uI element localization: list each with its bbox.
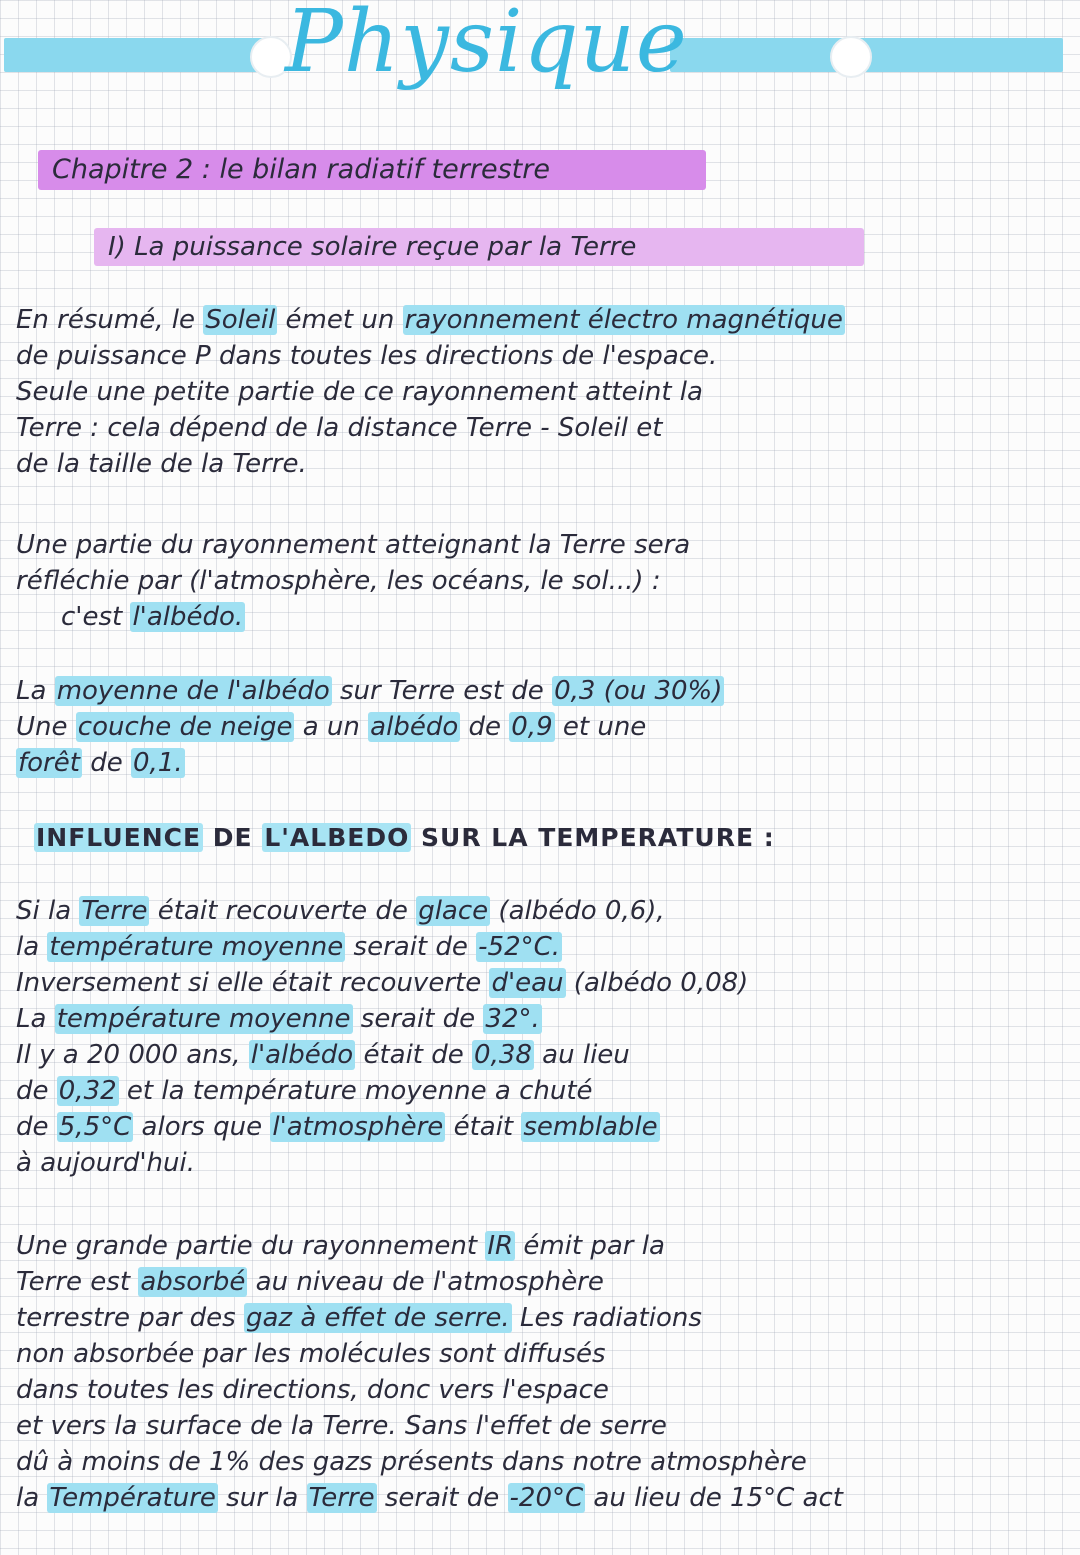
highlight: -20°C [509,1483,584,1513]
text: la [16,932,48,962]
text: a un [294,712,369,742]
text: En résumé, le [16,305,204,335]
highlight: semblable [523,1112,658,1142]
text: Inversement si elle était recouverte [16,968,490,998]
highlight: l'atmosphère [272,1112,444,1142]
text: au lieu de 15°C act [585,1483,843,1513]
text-line [16,1228,1066,1264]
text: émet un [277,305,403,335]
text: (albédo 0,08) [565,968,749,998]
text: sur la [217,1483,307,1513]
text-line: dans toutes les directions, donc vers l'espace [16,1375,609,1405]
text: serait de [376,1483,508,1513]
highlight: Terre [308,1483,375,1513]
text: de [81,748,131,778]
text-line: Seule une petite partie de ce rayonnement atteint la [16,377,703,407]
text-line [16,673,1066,709]
text-line [16,1264,1066,1300]
text-line [16,965,1066,1001]
highlight: 32°. [485,1004,540,1034]
highlight: INFLUENCE [36,823,202,852]
highlight: 0,3 (ou 30%) [554,676,723,706]
text: SUR LA TEMPERATURE : [411,823,775,852]
highlight: IR [487,1231,514,1261]
text: La [16,1004,55,1034]
text: était [445,1112,522,1142]
text-line: Une partie du rayonnement atteignant la Terre sera [16,530,691,560]
text: et une [554,712,647,742]
text: était de [355,1040,473,1070]
highlight: Terre [81,896,148,926]
text-line: à aujourd'hui. [16,1148,196,1178]
text: et la température moyenne a chuté [118,1076,593,1106]
highlight: température moyenne [49,932,344,962]
highlight: 5,5°C [58,1112,132,1142]
text-line: de puissance P dans toutes les directions de l'espace. [16,341,718,371]
highlight: forêt [18,748,80,778]
text-line [16,1073,1066,1109]
text-line [16,1480,1066,1516]
text: sur Terre est de [331,676,553,706]
text: La [16,676,55,706]
text: la [16,1483,48,1513]
text: émit par la [515,1231,665,1261]
highlight: moyenne de l'albédo [56,676,330,706]
text: (albédo 0,6), [490,896,665,926]
text-line: dû à moins de 1% des gazs présents dans notre atmosphère [16,1447,807,1477]
paragraph-summary [16,302,1066,482]
highlight: 0,9 [511,712,553,742]
highlight: température moyenne [56,1004,351,1034]
text-line [16,1001,1066,1037]
title-banner-left [4,38,266,72]
text-line: de la taille de la Terre. [16,449,307,479]
highlight: -52°C. [478,932,561,962]
text-line: Terre : cela dépend de la distance Terre - Soleil et [16,413,663,443]
text: DE [203,823,263,852]
text-line [16,709,1066,745]
paragraph-albedo-values [16,673,1066,781]
text: de [460,712,510,742]
text: Les radiations [511,1303,702,1333]
paragraph-greenhouse [16,1228,1066,1516]
text-line [16,1300,1066,1336]
text: serait de [352,1004,484,1034]
text: Il y a 20 000 ans, [16,1040,249,1070]
text-line [16,745,1066,781]
text-line [16,599,1066,635]
text: serait de [345,932,477,962]
text: au lieu [533,1040,630,1070]
text: Une [16,712,76,742]
text: alors que [133,1112,271,1142]
highlight: 0,38 [474,1040,532,1070]
highlight: couche de neige [77,712,293,742]
paragraph-albedo [16,527,1066,635]
highlight: albédo [370,712,459,742]
text: Une grande partie du rayonnement [16,1231,486,1261]
highlight: l'albédo [250,1040,354,1070]
text-line [16,1037,1066,1073]
text-line [16,1109,1066,1145]
highlight: glace [418,896,489,926]
section-heading: I) La puissance solaire reçue par la Terre [94,228,864,266]
text-line [16,302,1066,338]
text: terrestre par des [16,1303,244,1333]
highlight: L'ALBEDO [264,823,410,852]
text: au niveau de l'atmosphère [247,1267,604,1297]
highlight: rayonnement électro magnétique [404,305,843,335]
text: de [16,1112,57,1142]
highlight: Soleil [205,305,276,335]
text: Terre est [16,1267,139,1297]
text: c'est [61,602,131,632]
paragraph-temperature [16,893,1066,1181]
text: de [16,1076,57,1106]
highlight: l'albédo. [132,602,244,632]
text-line [16,929,1066,965]
text-line [16,893,1066,929]
highlight: 0,32 [58,1076,117,1106]
text-line: non absorbée par les molécules sont diffusés [16,1339,606,1369]
highlight: Température [49,1483,216,1513]
subheading-albedo-temperature [34,820,934,856]
chapter-heading: Chapitre 2 : le bilan radiatif terrestre [38,150,706,190]
text-line: réfléchie par (l'atmosphère, les océans, le sol...) : [16,566,661,596]
pin-icon [830,36,872,78]
text-line: et vers la surface de la Terre. Sans l'effet de serre [16,1411,667,1441]
highlight: d'eau [491,968,564,998]
highlight: absorbé [140,1267,246,1297]
page-title: Physique [285,0,688,92]
highlight: gaz à effet de serre. [245,1303,510,1333]
text: était recouverte de [149,896,417,926]
text: Si la [16,896,80,926]
highlight: 0,1. [132,748,183,778]
